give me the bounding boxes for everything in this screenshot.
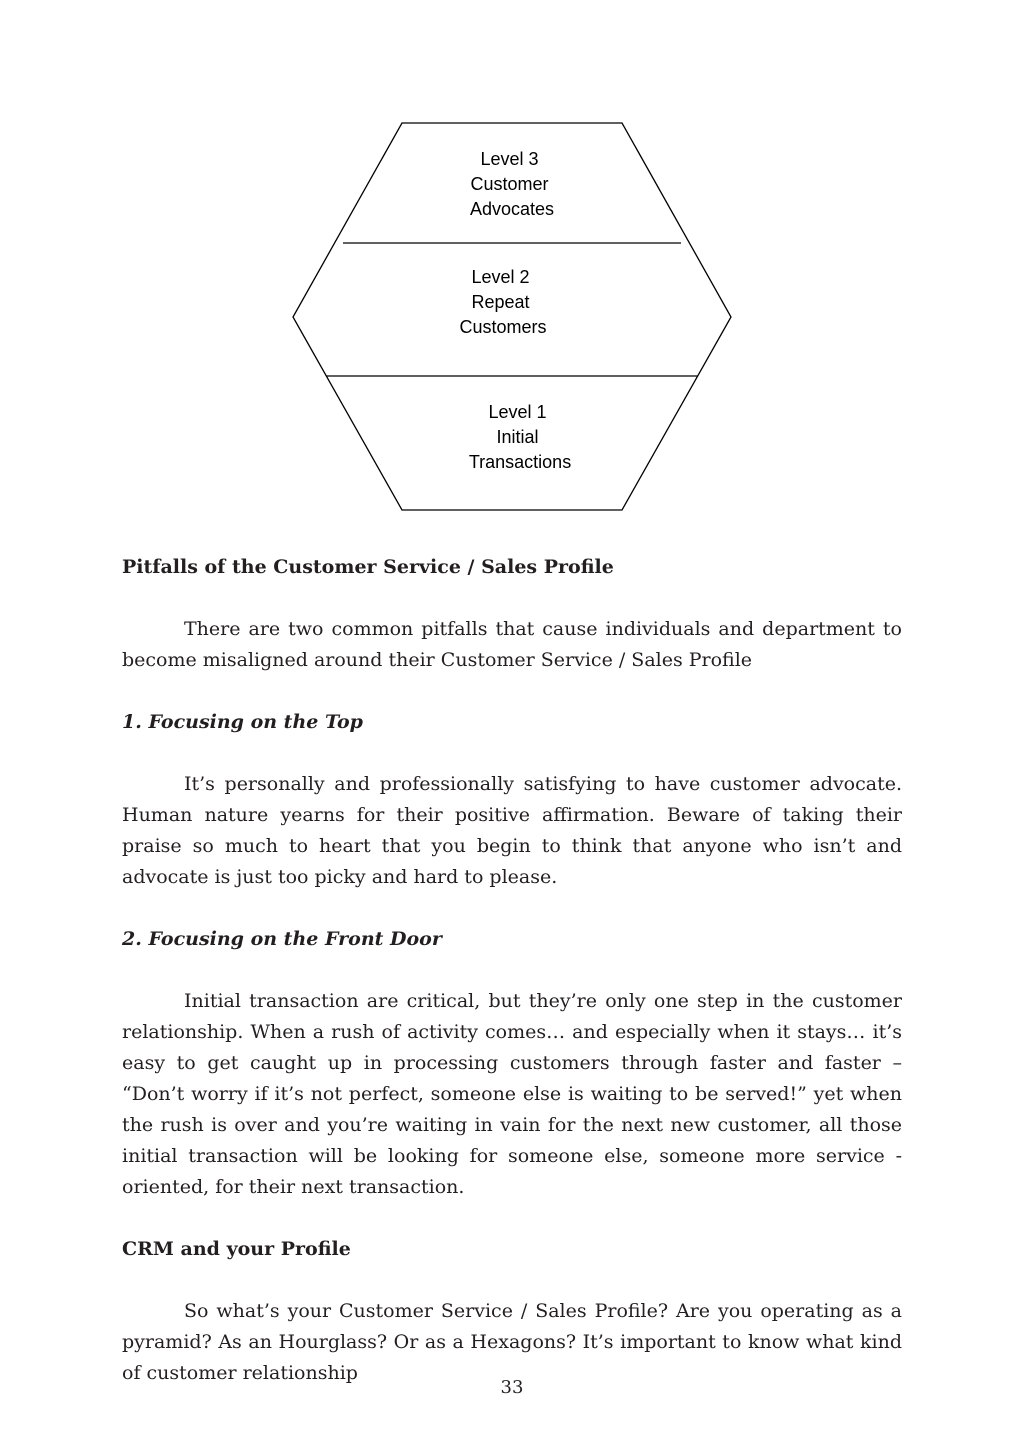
item1-text: It’s personally and professionally satisfying to have customer advocate. Human nature yearns for their positive affirmation. Beware of taking their praise so much to heart that you begin to think that anyone who isn’t and advocate is just too picky and hard to please. bbox=[122, 773, 902, 888]
item2-heading: 2. Focusing on the Front Door bbox=[122, 928, 442, 950]
pitfalls-intro: There are two common pitfalls that cause individuals and department to become misaligned around their Customer Service / Sales Profile bbox=[122, 618, 902, 671]
page-number: 33 bbox=[500, 1377, 524, 1398]
level1-label: Level 1 Initial Transactions bbox=[468, 402, 572, 472]
item2-text: Initial transaction are critical, but they’re only one step in the customer relationship. When a rush of activity comes… and especially when it stays… it’s easy to get caught up in processing customers through faster and faster – “Don’t worry if it’s not perfect, someone else is waiting to be served!” yet when the rush is over and you’re waiting in vain for the next new customer, all those initial transaction will be looking for someone else, someone more service - oriented, for their next transaction. bbox=[122, 990, 902, 1198]
hexagon-diagram bbox=[0, 0, 1024, 540]
item1-heading: 1. Focusing on the Top bbox=[122, 711, 363, 733]
pitfalls-heading: Pitfalls of the Customer Service / Sales Profile bbox=[122, 556, 614, 578]
level3-label: Level 3 Customer Advocates bbox=[469, 149, 555, 219]
page-body bbox=[122, 552, 902, 1389]
crm-heading: CRM and your Profile bbox=[122, 1238, 351, 1260]
crm-text: So what’s your Customer Service / Sales Profile? Are you operating as a pyramid? As an Hourglass? Or as a Hexagons? It’s important to know what kind of customer relationship bbox=[122, 1300, 902, 1384]
level2-label: Level 2 Repeat Customers bbox=[459, 267, 547, 337]
